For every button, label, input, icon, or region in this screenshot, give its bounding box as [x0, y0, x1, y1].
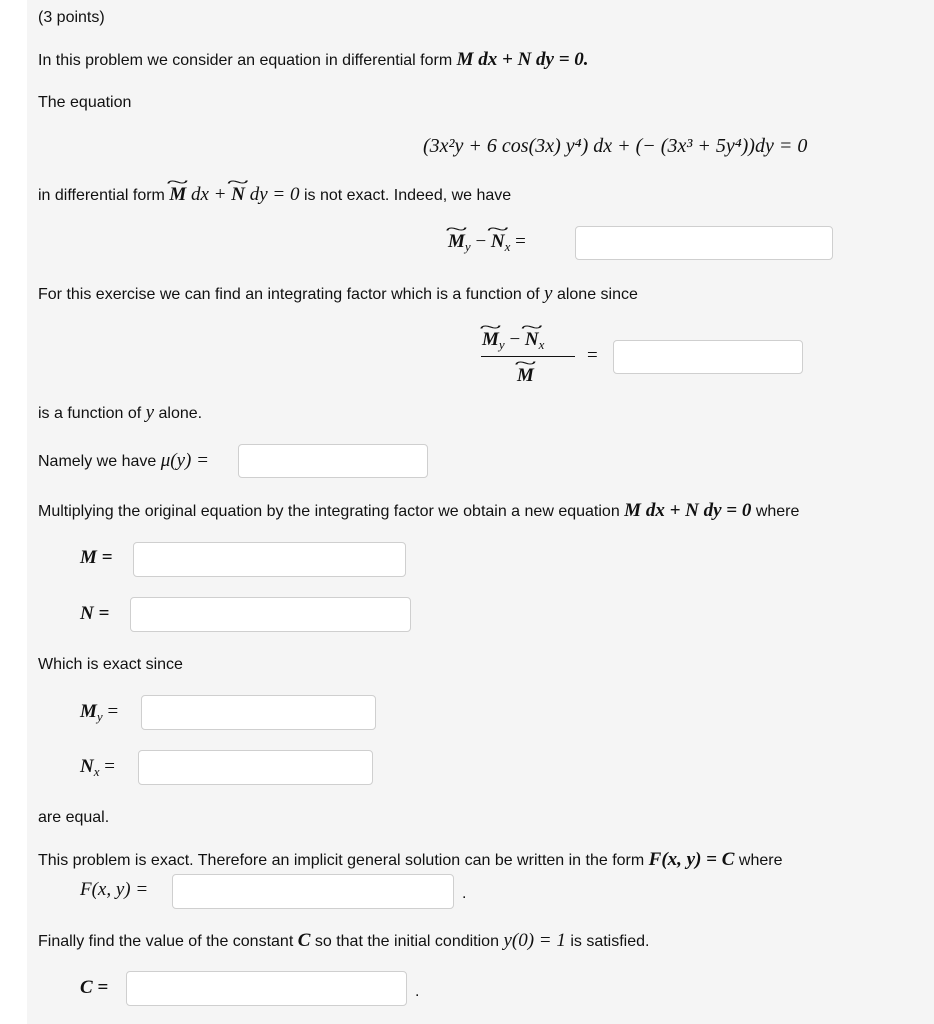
not-exact-text: is not exact. Indeed, we have — [303, 187, 512, 204]
main-equation: (3x²y + 6 cos(3x) y⁴) dx + (− (3x³ + 5y⁴))dy = 0 — [423, 135, 808, 157]
finally-condition: y(0) = 1 — [503, 930, 566, 951]
for-this-text: For this exercise we can find an integrating factor which is a function of — [38, 286, 540, 303]
F-label: F(x, y) = — [80, 879, 149, 900]
fraction-input[interactable] — [613, 340, 803, 374]
fraction-denominator — [517, 366, 534, 386]
My-sub: y — [96, 709, 103, 724]
points-label: (3 points) — [38, 9, 105, 26]
C-label: C = — [80, 977, 109, 998]
for-this-line — [38, 284, 638, 305]
Nx-sub: x — [93, 764, 100, 779]
diff-form-equation — [169, 185, 299, 205]
where-text-2: where — [738, 852, 783, 869]
mu-label: μ(y) = — [160, 450, 209, 471]
which-exact-text: Which is exact since — [38, 656, 183, 673]
func-of-y-var: y — [145, 402, 155, 423]
for-this-var: y — [544, 283, 553, 304]
finally-text: Finally find the value of the constant — [38, 933, 294, 950]
My-label — [80, 702, 118, 727]
intro-equation: M dx + N dy = 0. — [456, 49, 589, 70]
N-input[interactable] — [130, 597, 411, 632]
finally-line — [38, 931, 649, 952]
dx-text: dx + — [190, 184, 227, 205]
this-problem-text: This problem is exact. Therefore an implicit general solution can be written in the form — [38, 852, 645, 869]
func-of-y-end: alone. — [158, 405, 203, 422]
my-tilde: ~ M — [448, 232, 465, 252]
C-input[interactable] — [126, 971, 407, 1006]
Nx-input[interactable] — [138, 750, 373, 785]
func-of-y-line — [38, 403, 202, 424]
finally-mid: so that the initial condition — [314, 933, 499, 950]
multiplying-text: Multiplying the original equation by the integrating factor we obtain a new equation — [38, 503, 620, 520]
frac-my-sub: y — [498, 337, 505, 352]
Nx-equals: = — [104, 756, 115, 777]
diff-form-line — [38, 185, 511, 206]
frac-my-tilde: ~ M — [482, 330, 499, 350]
for-this-end: alone since — [556, 286, 638, 303]
My-letter: M — [80, 701, 97, 722]
F-period: . — [462, 885, 467, 902]
frac-m-tilde: ~ M — [517, 366, 534, 386]
M-label: M = — [80, 547, 113, 568]
Nx-label — [80, 757, 115, 782]
intro-text: In this problem we consider an equation in differential form — [38, 52, 453, 69]
fraction-numerator: ~ $M_y$ − ~ $N_x$ — [482, 330, 544, 355]
mu-input[interactable] — [238, 444, 428, 478]
n-tilde: ~ N — [231, 185, 245, 205]
F-input[interactable] — [172, 874, 454, 909]
My-equals: = — [107, 701, 119, 722]
namely-line — [38, 451, 209, 472]
My-input[interactable] — [141, 695, 376, 730]
my-sub: y — [464, 239, 471, 254]
frac-nx-sub: x — [538, 337, 545, 352]
where-text: where — [755, 503, 800, 520]
namely-text: Namely we have — [38, 453, 157, 470]
nx-tilde: ~ N — [491, 232, 505, 252]
multiplying-line — [38, 501, 799, 522]
are-equal-text: are equal. — [38, 809, 110, 826]
func-of-y-text: is a function of — [38, 405, 142, 422]
m-tilde: ~ M — [169, 185, 186, 205]
nx-sub: x — [504, 239, 511, 254]
this-problem-line — [38, 850, 782, 871]
C-period: . — [415, 983, 420, 1000]
frac-nx-tilde: ~ N — [525, 330, 539, 350]
intro-line — [38, 50, 589, 71]
finally-C: C — [297, 930, 311, 951]
this-problem-equation: F(x, y) = C — [648, 849, 735, 870]
the-equation-label: The equation — [38, 94, 132, 111]
finally-end: is satisfied. — [570, 933, 650, 950]
my-minus-nx-input[interactable] — [575, 226, 833, 260]
fraction-equals: = — [587, 345, 598, 366]
M-input[interactable] — [133, 542, 406, 577]
N-label: N = — [80, 603, 110, 624]
my-minus-nx-label: ~ $M_y$ − ~ $N_x$ = — [448, 232, 526, 257]
dy-text: dy = 0 — [249, 184, 300, 205]
diff-form-text: in differential form — [38, 187, 165, 204]
multiplying-equation: M dx + N dy = 0 — [624, 500, 752, 521]
Nx-letter: N — [80, 756, 94, 777]
